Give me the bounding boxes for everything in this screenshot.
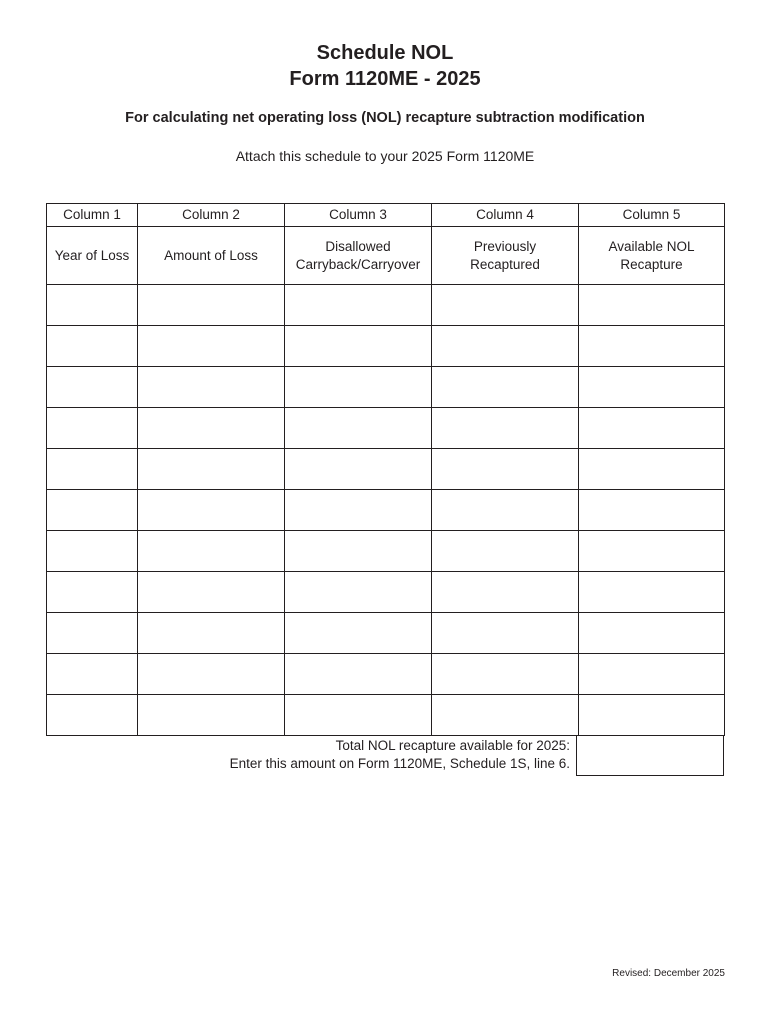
disallowed-field[interactable]: [285, 531, 432, 572]
table-row: [47, 449, 725, 490]
year-of-loss-field[interactable]: [47, 490, 138, 531]
header-disallowed: [285, 227, 432, 285]
header-line: Recaptured: [470, 256, 540, 272]
table-row: [47, 490, 725, 531]
previously-recaptured-field[interactable]: [432, 285, 579, 326]
header-line: Recapture: [620, 256, 683, 272]
year-of-loss-field[interactable]: [47, 695, 138, 736]
column-number: Column 5: [579, 204, 725, 227]
amount-of-loss-field[interactable]: [138, 490, 285, 531]
table-row: [47, 408, 725, 449]
header-line: Available NOL: [608, 238, 695, 254]
column-number: Column 3: [285, 204, 432, 227]
available-nol-field[interactable]: [579, 572, 725, 613]
data-rows: [47, 285, 725, 736]
table-row: [47, 531, 725, 572]
column-number-row: [47, 204, 725, 227]
previously-recaptured-field[interactable]: [432, 490, 579, 531]
disallowed-field[interactable]: [285, 408, 432, 449]
year-of-loss-field[interactable]: [47, 326, 138, 367]
available-nol-field[interactable]: [579, 449, 725, 490]
column-header-row: [47, 227, 725, 285]
previously-recaptured-field[interactable]: [432, 367, 579, 408]
nol-table: [46, 203, 725, 736]
header-year-of-loss: [47, 227, 138, 285]
year-of-loss-field[interactable]: [47, 531, 138, 572]
available-nol-field[interactable]: [579, 367, 725, 408]
disallowed-field[interactable]: [285, 654, 432, 695]
totals-line1: Total NOL recapture available for 2025:: [335, 738, 570, 753]
disallowed-field[interactable]: [285, 449, 432, 490]
table-row: [47, 367, 725, 408]
form-title: Schedule NOL: [316, 42, 454, 64]
previously-recaptured-field[interactable]: [432, 531, 579, 572]
header-line: Year of Loss: [54, 247, 130, 263]
header-amount-of-loss: [138, 227, 285, 285]
amount-of-loss-field[interactable]: [138, 449, 285, 490]
year-of-loss-field[interactable]: [47, 408, 138, 449]
previously-recaptured-field[interactable]: [432, 572, 579, 613]
previously-recaptured-field[interactable]: [432, 449, 579, 490]
available-nol-field[interactable]: [579, 654, 725, 695]
total-recapture-field[interactable]: [576, 735, 724, 776]
year-of-loss-field[interactable]: [47, 613, 138, 654]
amount-of-loss-field[interactable]: [138, 613, 285, 654]
disallowed-field[interactable]: [285, 613, 432, 654]
amount-of-loss-field[interactable]: [138, 654, 285, 695]
totals-label: [230, 737, 570, 773]
available-nol-field[interactable]: [579, 326, 725, 367]
column-number: Column 1: [47, 204, 138, 227]
available-nol-field[interactable]: [579, 613, 725, 654]
disallowed-field[interactable]: [285, 490, 432, 531]
column-number: Column 2: [138, 204, 285, 227]
previously-recaptured-field[interactable]: [432, 613, 579, 654]
header-line: Disallowed: [325, 238, 391, 254]
table-row: [47, 613, 725, 654]
previously-recaptured-field[interactable]: [432, 326, 579, 367]
table-row: [47, 654, 725, 695]
previously-recaptured-field[interactable]: [432, 695, 579, 736]
form-number: Form 1120ME - 2025: [289, 68, 481, 90]
table-row: [47, 572, 725, 613]
year-of-loss-field[interactable]: [47, 285, 138, 326]
amount-of-loss-field[interactable]: [138, 285, 285, 326]
disallowed-field[interactable]: [285, 695, 432, 736]
available-nol-field[interactable]: [579, 531, 725, 572]
totals-section: [46, 735, 724, 776]
disallowed-field[interactable]: [285, 285, 432, 326]
amount-of-loss-field[interactable]: [138, 531, 285, 572]
disallowed-field[interactable]: [285, 326, 432, 367]
amount-of-loss-field[interactable]: [138, 695, 285, 736]
available-nol-field[interactable]: [579, 285, 725, 326]
year-of-loss-field[interactable]: [47, 572, 138, 613]
amount-of-loss-field[interactable]: [138, 572, 285, 613]
column-number: Column 4: [432, 204, 579, 227]
disallowed-field[interactable]: [285, 367, 432, 408]
table-row: [47, 695, 725, 736]
table-row: [47, 326, 725, 367]
header-available-nol-recapture: [579, 227, 725, 285]
available-nol-field[interactable]: [579, 490, 725, 531]
available-nol-field[interactable]: [579, 695, 725, 736]
attach-note: Attach this schedule to your 2025 Form 1120ME: [235, 148, 535, 164]
disallowed-field[interactable]: [285, 572, 432, 613]
header-line: Carryback/Carryover: [295, 256, 421, 272]
year-of-loss-field[interactable]: [47, 367, 138, 408]
header-line: Amount of Loss: [164, 247, 258, 263]
available-nol-field[interactable]: [579, 408, 725, 449]
year-of-loss-field[interactable]: [47, 449, 138, 490]
header-previously-recaptured: [432, 227, 579, 285]
year-of-loss-field[interactable]: [47, 654, 138, 695]
header-line: Previously: [473, 238, 537, 254]
previously-recaptured-field[interactable]: [432, 654, 579, 695]
amount-of-loss-field[interactable]: [138, 326, 285, 367]
amount-of-loss-field[interactable]: [138, 408, 285, 449]
totals-line2: Enter this amount on Form 1120ME, Schedule 1S, line 6.: [229, 756, 570, 771]
amount-of-loss-field[interactable]: [138, 367, 285, 408]
previously-recaptured-field[interactable]: [432, 408, 579, 449]
form-subtitle: For calculating net operating loss (NOL) recapture subtraction modification: [125, 110, 645, 126]
revised-date: Revised: December 2025: [612, 968, 725, 979]
table-row: [47, 285, 725, 326]
